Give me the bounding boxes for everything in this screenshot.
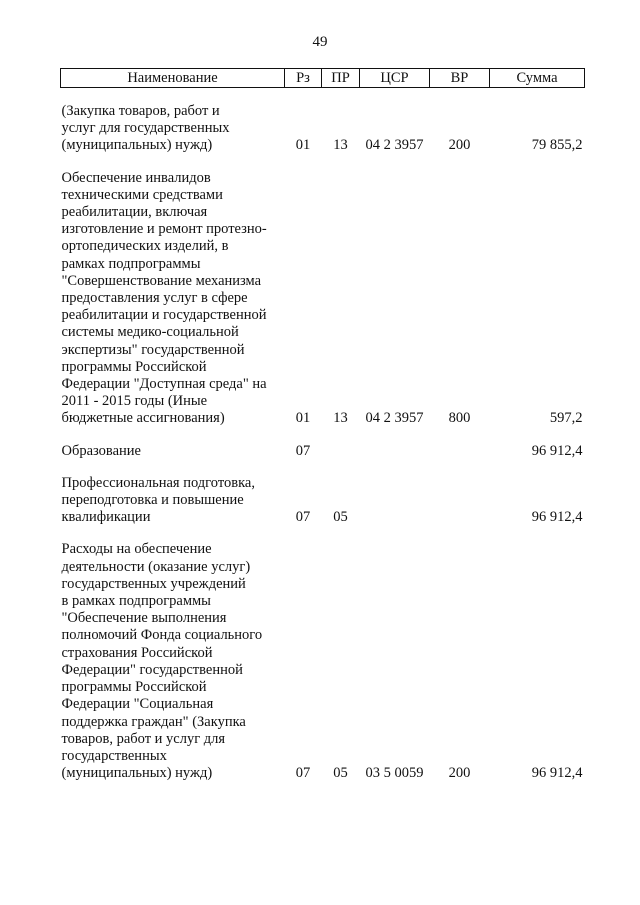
row-vr: 200: [448, 765, 471, 782]
row-vr: [430, 475, 490, 527]
row-rz: 07: [295, 765, 311, 782]
header-name: Наименование: [61, 69, 285, 88]
row-sum: 597,2: [549, 410, 583, 427]
row-sum: 79 855,2: [531, 137, 583, 154]
row-sum: 96 912,4: [531, 765, 583, 782]
row-csr: 04 2 3957: [365, 410, 424, 427]
row-name: Расходы на обеспечение деятельности (оказание услуг) государственных учреждений в рамках подпрограммы "Обеспечение выполнения полномочий Фонда социального страхования Российской Федерации" государственной программы Российской Федерации "Социальная поддержка граждан" (Закупка товаров, работ и услуг для государственных (муниципальных) нужд): [61, 541, 263, 782]
row-pr: 05: [333, 765, 348, 782]
row-sum: 96 912,4: [531, 442, 583, 459]
row-csr: 04 2 3957: [365, 137, 424, 154]
row-pr: 13: [333, 137, 348, 154]
row-pr: [322, 443, 360, 460]
header-rz: Рз: [285, 69, 322, 88]
row-name: Обеспечение инвалидов техническими средствами реабилитации, включая изготовление и ремонт протезно- ортопедических изделий, в рамках подпрограммы "Совершенствование механизма предоставления услуг в сфере реабилитации и государственной системы медико-социальной экспертизы" государственной программы Российской Федерации "Доступная среда" на 2011 - 2015 годы (Иные бюджетные ассигнования): [61, 169, 267, 427]
budget-table: [60, 68, 585, 782]
row-csr: 03 5 0059: [365, 765, 424, 782]
row-name: (Закупка товаров, работ и услуг для государственных (муниципальных) нужд): [61, 103, 230, 154]
row-vr: [430, 443, 490, 460]
row-csr: [360, 475, 430, 527]
row-name: Профессиональная подготовка, переподготовка и повышение квалификации: [61, 474, 255, 526]
table-row: [61, 541, 585, 782]
header-vr: ВР: [430, 69, 490, 88]
page-number: 49: [312, 34, 328, 50]
table-row: [61, 103, 585, 155]
row-rz: 01: [295, 410, 311, 427]
table-row: [61, 443, 585, 460]
row-rz: 07: [295, 442, 311, 459]
row-rz: 07: [295, 509, 311, 526]
row-name: Образование: [61, 442, 141, 459]
header-csr: ЦСР: [360, 69, 430, 88]
header-sum: Сумма: [490, 69, 585, 88]
row-pr: 05: [333, 509, 348, 526]
table-header-row: [61, 69, 585, 88]
row-vr: 800: [448, 410, 471, 427]
header-pr: ПР: [322, 69, 360, 88]
row-rz: 01: [295, 137, 311, 154]
row-pr: 13: [333, 410, 348, 427]
table-row: [61, 170, 585, 428]
row-vr: 200: [448, 137, 471, 154]
row-csr: [360, 443, 430, 460]
row-sum: 96 912,4: [531, 509, 583, 526]
table-row: [61, 475, 585, 527]
